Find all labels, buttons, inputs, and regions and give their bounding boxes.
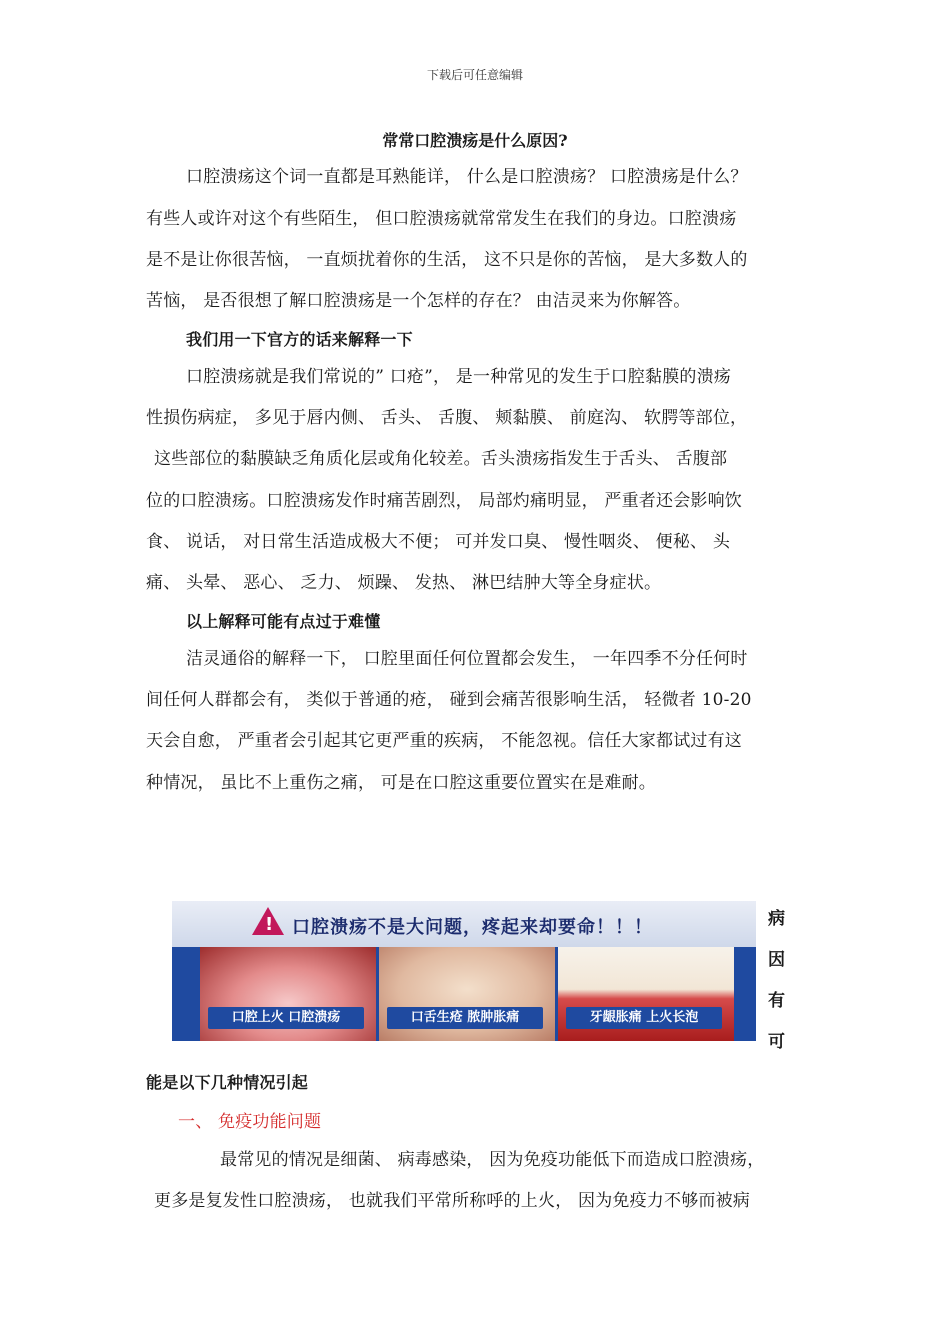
section-heading: 以上解释可能有点过于难懂 — [186, 612, 381, 631]
mouth-ulcer-banner-image — [172, 901, 756, 1041]
cause-intro-line: 能是以下几种情况引起 — [146, 1073, 309, 1092]
paragraph-line: 间任何人群都会有， 类似于普通的疮， 碰到会痛苦很影响生活， 轻微者 10-20 — [146, 690, 752, 710]
side-text-char: 可 — [768, 1032, 785, 1052]
paragraph-line: 这些部位的黏膜缺乏角质化层或角化较差。舌头溃疡指发生于舌头、 舌腹部 — [154, 449, 728, 469]
paragraph-line: 有些人或许对这个有些陌生， 但口腔溃疡就常常发生在我们的身边。口腔溃疡 — [146, 209, 737, 229]
paragraph-line: 食、 说话， 对日常生活造成极大不便； 可并发口臭、 慢性咽炎、 便秘、 头 — [146, 532, 731, 552]
banner-caption: 口腔上火 口腔溃疡 — [208, 1007, 364, 1029]
banner-photo-lip-ulcer — [200, 947, 376, 1041]
paragraph-line: 洁灵通俗的解释一下， 口腔里面任何位置都会发生， 一年四季不分任何时 — [186, 649, 748, 669]
banner-caption: 牙龈胀痛 上火长泡 — [566, 1007, 722, 1029]
paragraph-line: 更多是复发性口腔溃疡， 也就我们平常所称呼的上火， 因为免疫力不够而被病 — [154, 1191, 751, 1211]
side-text-char: 因 — [768, 950, 785, 970]
section-heading-immune: 一、 免疫功能问题 — [178, 1112, 322, 1132]
document-title: 常常口腔溃疡是什么原因? — [382, 131, 568, 150]
paragraph-line: 种情况， 虽比不上重伤之痛， 可是在口腔这重要位置实在是难耐。 — [146, 773, 657, 793]
paragraph-line: 性损伤病症， 多见于唇内侧、 舌头、 舌腹、 颊黏膜、 前庭沟、 软腭等部位， — [146, 408, 748, 428]
paragraph-line: 口腔溃疡这个词一直都是耳熟能详， 什么是口腔溃疡？ 口腔溃疡是什么？ — [186, 167, 748, 187]
side-text-char: 病 — [768, 909, 785, 929]
section-heading: 我们用一下官方的话来解释一下 — [186, 330, 413, 349]
page-header: 下载后可任意编辑 — [426, 68, 523, 82]
banner-title-bar — [172, 901, 756, 947]
paragraph-line: 痛、 头晕、 恶心、 乏力、 烦躁、 发热、 淋巴结肿大等全身症状。 — [146, 573, 662, 593]
paragraph-line: 最常见的情况是细菌、 病毒感染， 因为免疫功能低下而造成口腔溃疡， — [220, 1150, 765, 1170]
paragraph-line: 是不是让你很苦恼， 一直烦扰着你的生活， 这不只是你的苦恼， 是大多数人的 — [146, 250, 748, 270]
banner-title: 口腔溃疡不是大问题，疼起来却要命！！！ — [292, 917, 653, 938]
banner-photo-gum-swelling — [558, 947, 734, 1041]
side-text-char: 有 — [768, 991, 785, 1011]
paragraph-line: 苦恼， 是否很想了解口腔溃疡是一个怎样的存在？ 由洁灵来为你解答。 — [146, 291, 691, 311]
banner-caption: 口舌生疮 脓肿胀痛 — [387, 1007, 543, 1029]
paragraph-line: 口腔溃疡就是我们常说的” 口疮”， 是一种常见的发生于口腔黏膜的溃疡 — [186, 367, 731, 387]
paragraph-line: 天会自愈， 严重者会引起其它更严重的疾病， 不能忽视。信任大家都试过有这 — [146, 731, 743, 751]
paragraph-line: 位的口腔溃疡。口腔溃疡发作时痛苦剧烈， 局部灼痛明显， 严重者还会影响饮 — [146, 491, 743, 511]
warning-icon-mark: ! — [265, 914, 274, 935]
banner-photo-tongue-sore — [379, 947, 555, 1041]
